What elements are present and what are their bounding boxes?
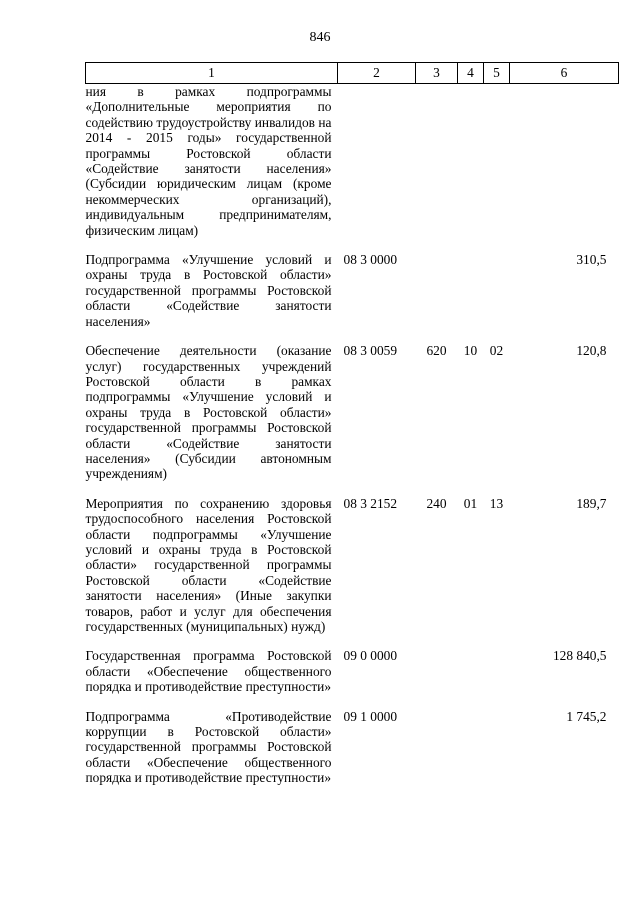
row-amount: 120,8 <box>576 343 607 359</box>
row-rz: 10 <box>463 343 478 359</box>
table-header <box>86 63 619 84</box>
row-name: Обеспечение деятельности (оказание услуг) государственных учреждений Ростовской области в рамках подпрограммы «Улучшение условий и охраны труда в Ростовской области» государственной программы Ростовской области «Содействие занятости населения» (Субсидии автономным учреждениям) <box>85 343 332 482</box>
table-row <box>86 329 619 482</box>
row-pr: 13 <box>489 495 504 511</box>
row-code: 08 3 2152 <box>343 495 398 511</box>
row-rz <box>458 84 484 239</box>
table-row <box>86 695 619 786</box>
row-rz <box>458 238 484 329</box>
row-vr <box>416 634 458 694</box>
row-name: ния в рамках подпрограммы «Дополнительные мероприятия по содействию трудоустройству инвалидов на 2014 - 2015 годы» государственной программы Ростовской области «Содействие занятости населения» (Субсидии юридическим лицам (кроме некоммерческих организаций), индивидуальным предпринимателям, физическим лицам) <box>85 84 332 238</box>
row-vr <box>416 84 458 239</box>
row-code: 08 3 0000 <box>343 252 398 268</box>
header-cell-5: 5 <box>484 63 510 84</box>
header-cell-1: 1 <box>86 63 338 84</box>
row-vr <box>416 695 458 786</box>
row-name: Подпрограмма «Улучшение условий и охраны труда в Ростовской области» государственной программы Ростовской области «Содействие занятости населения» <box>85 252 332 329</box>
page-number: 846 <box>309 30 331 45</box>
row-rz <box>458 695 484 786</box>
table-row <box>86 238 619 329</box>
row-vr: 240 <box>426 495 447 511</box>
table-row <box>86 634 619 694</box>
row-amount <box>510 84 619 239</box>
row-name: Государственная программа Ростовской области «Обеспечение общественного порядка и противодействие преступности» <box>85 648 332 695</box>
row-code: 08 3 0059 <box>343 343 398 359</box>
row-pr <box>484 84 510 239</box>
row-rz: 01 <box>463 495 478 511</box>
row-pr <box>484 238 510 329</box>
header-row <box>86 63 619 84</box>
row-pr: 02 <box>489 343 504 359</box>
budget-table <box>85 62 619 786</box>
row-code: 09 0 0000 <box>343 648 398 664</box>
row-name: Подпрограмма «Противодействие коррупции в Ростовской области» государственной программы Ростовской области «Обеспечение общественного порядка и противодействие преступности» <box>85 708 332 786</box>
header-cell-3: 3 <box>416 63 458 84</box>
row-pr <box>484 634 510 694</box>
row-vr <box>416 238 458 329</box>
row-code: 09 1 0000 <box>343 708 398 724</box>
row-amount: 189,7 <box>576 495 607 511</box>
row-pr <box>484 695 510 786</box>
header-cell-2: 2 <box>338 63 416 84</box>
row-amount: 310,5 <box>576 252 607 268</box>
table-row <box>86 84 619 239</box>
row-code <box>338 84 416 239</box>
header-cell-4: 4 <box>458 63 484 84</box>
header-cell-6: 6 <box>510 63 619 84</box>
table-row <box>86 482 619 635</box>
row-vr: 620 <box>426 343 447 359</box>
table-body <box>86 84 619 786</box>
row-rz <box>458 634 484 694</box>
row-amount: 1 745,2 <box>566 708 607 724</box>
row-amount: 128 840,5 <box>552 648 607 664</box>
row-name: Мероприятия по сохранению здоровья трудоспособного населения Ростовской области подпрограммы «Улучшение условий и охраны труда в Ростовской области» государственной программы Ростовской области «Содействие занятости населения» (Иные закупки товаров, работ и услуг для обеспечения государственных (муниципальных) нужд) <box>85 495 332 634</box>
